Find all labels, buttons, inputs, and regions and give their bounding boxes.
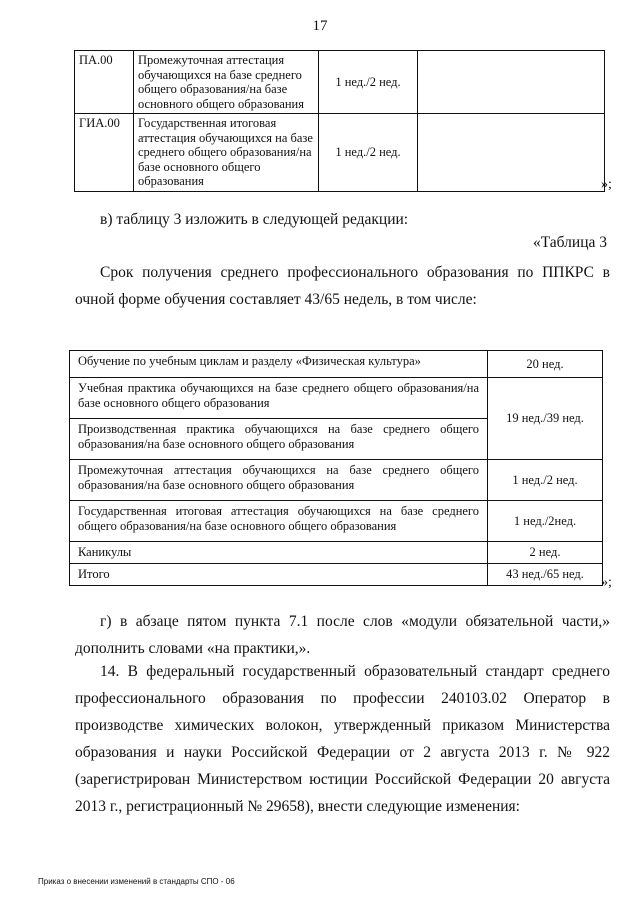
table-cell-value: 20 нед. [488, 351, 603, 378]
table-row [70, 460, 603, 501]
table-cell-value: 43 нед./65 нед. [488, 564, 603, 586]
paragraph-g: г) в абзаце пятом пункта 7.1 после слов «модули обязательной части,» дополнить словами «на практики,». [75, 613, 610, 657]
table-row [75, 51, 605, 114]
page-number: 17 [312, 18, 328, 34]
table1-closing-quote: »; [601, 177, 612, 192]
table3-label: «Таблица 3 [532, 234, 607, 251]
table-row [70, 378, 603, 419]
table-3 [69, 350, 603, 586]
table-row [75, 114, 605, 192]
table-cell-label: Итого [70, 564, 488, 586]
table-cell-label: Государственная итоговая аттестация обучающихся на базе среднего общего образования/на базе основного общего образования [70, 501, 488, 542]
table3-closing-quote: »; [601, 575, 612, 590]
paragraph-v: в) таблицу 3 изложить в следующей редакции: [100, 211, 409, 228]
table-cell-empty [418, 114, 605, 192]
table-cell-value: 19 нед./39 нед. [488, 378, 603, 460]
table-cell-label: Промежуточная аттестация обучающихся на базе среднего общего образования/на базе основного общего образования [70, 460, 488, 501]
table-attestation [74, 50, 605, 192]
table-cell-label: Производственная практика обучающихся на базе среднего общего образования/на базе основного общего образования [70, 419, 488, 460]
table-cell-code: ГИА.00 [75, 114, 134, 192]
table-cell-value: 1 нед./2нед. [488, 501, 603, 542]
table-cell-label: Обучение по учебным циклам и разделу «Физическая культура» [70, 351, 488, 378]
table-cell-duration: 1 нед./2 нед. [319, 114, 418, 192]
table-cell-empty [418, 51, 605, 114]
footer-note: Приказ о внесении изменений в стандарты СПО - 06 [38, 877, 235, 886]
table-cell-label: Учебная практика обучающихся на базе среднего общего образования/на базе основного общего образования [70, 378, 488, 419]
table-row [70, 564, 603, 586]
table-cell-code: ПА.00 [75, 51, 134, 114]
table-cell-value: 1 нед./2 нед. [488, 460, 603, 501]
paragraph-14: 14. В федеральный государственный образовательный стандарт среднего профессионального образования по профессии 240103.02 Оператор в производстве химических волокон, утвержденный приказом Министерства образования и науки Российской Федерации от 2 августа 2013 г. № 922 (зарегистрирован Министерством юстиции Российской Федерации 20 августа 2013 г., регистрационный № 29658), внести следующие изменения: [75, 663, 610, 815]
table-cell-description: Промежуточная аттестация обучающихся на базе среднего общего образования/на базе основного общего образования [134, 51, 319, 114]
table-row [70, 351, 603, 378]
table-cell-label: Каникулы [70, 542, 488, 564]
table-row [70, 542, 603, 564]
table-cell-duration: 1 нед./2 нед. [319, 51, 418, 114]
table-cell-value: 2 нед. [488, 542, 603, 564]
table-cell-description: Государственная итоговая аттестация обучающихся на базе среднего общего образования/на базе основного общего образования [134, 114, 319, 192]
paragraph-srok: Срок получения среднего профессионального образования по ППКРС в очной форме обучения составляет 43/65 недель, в том числе: [75, 264, 610, 308]
table-row [70, 501, 603, 542]
